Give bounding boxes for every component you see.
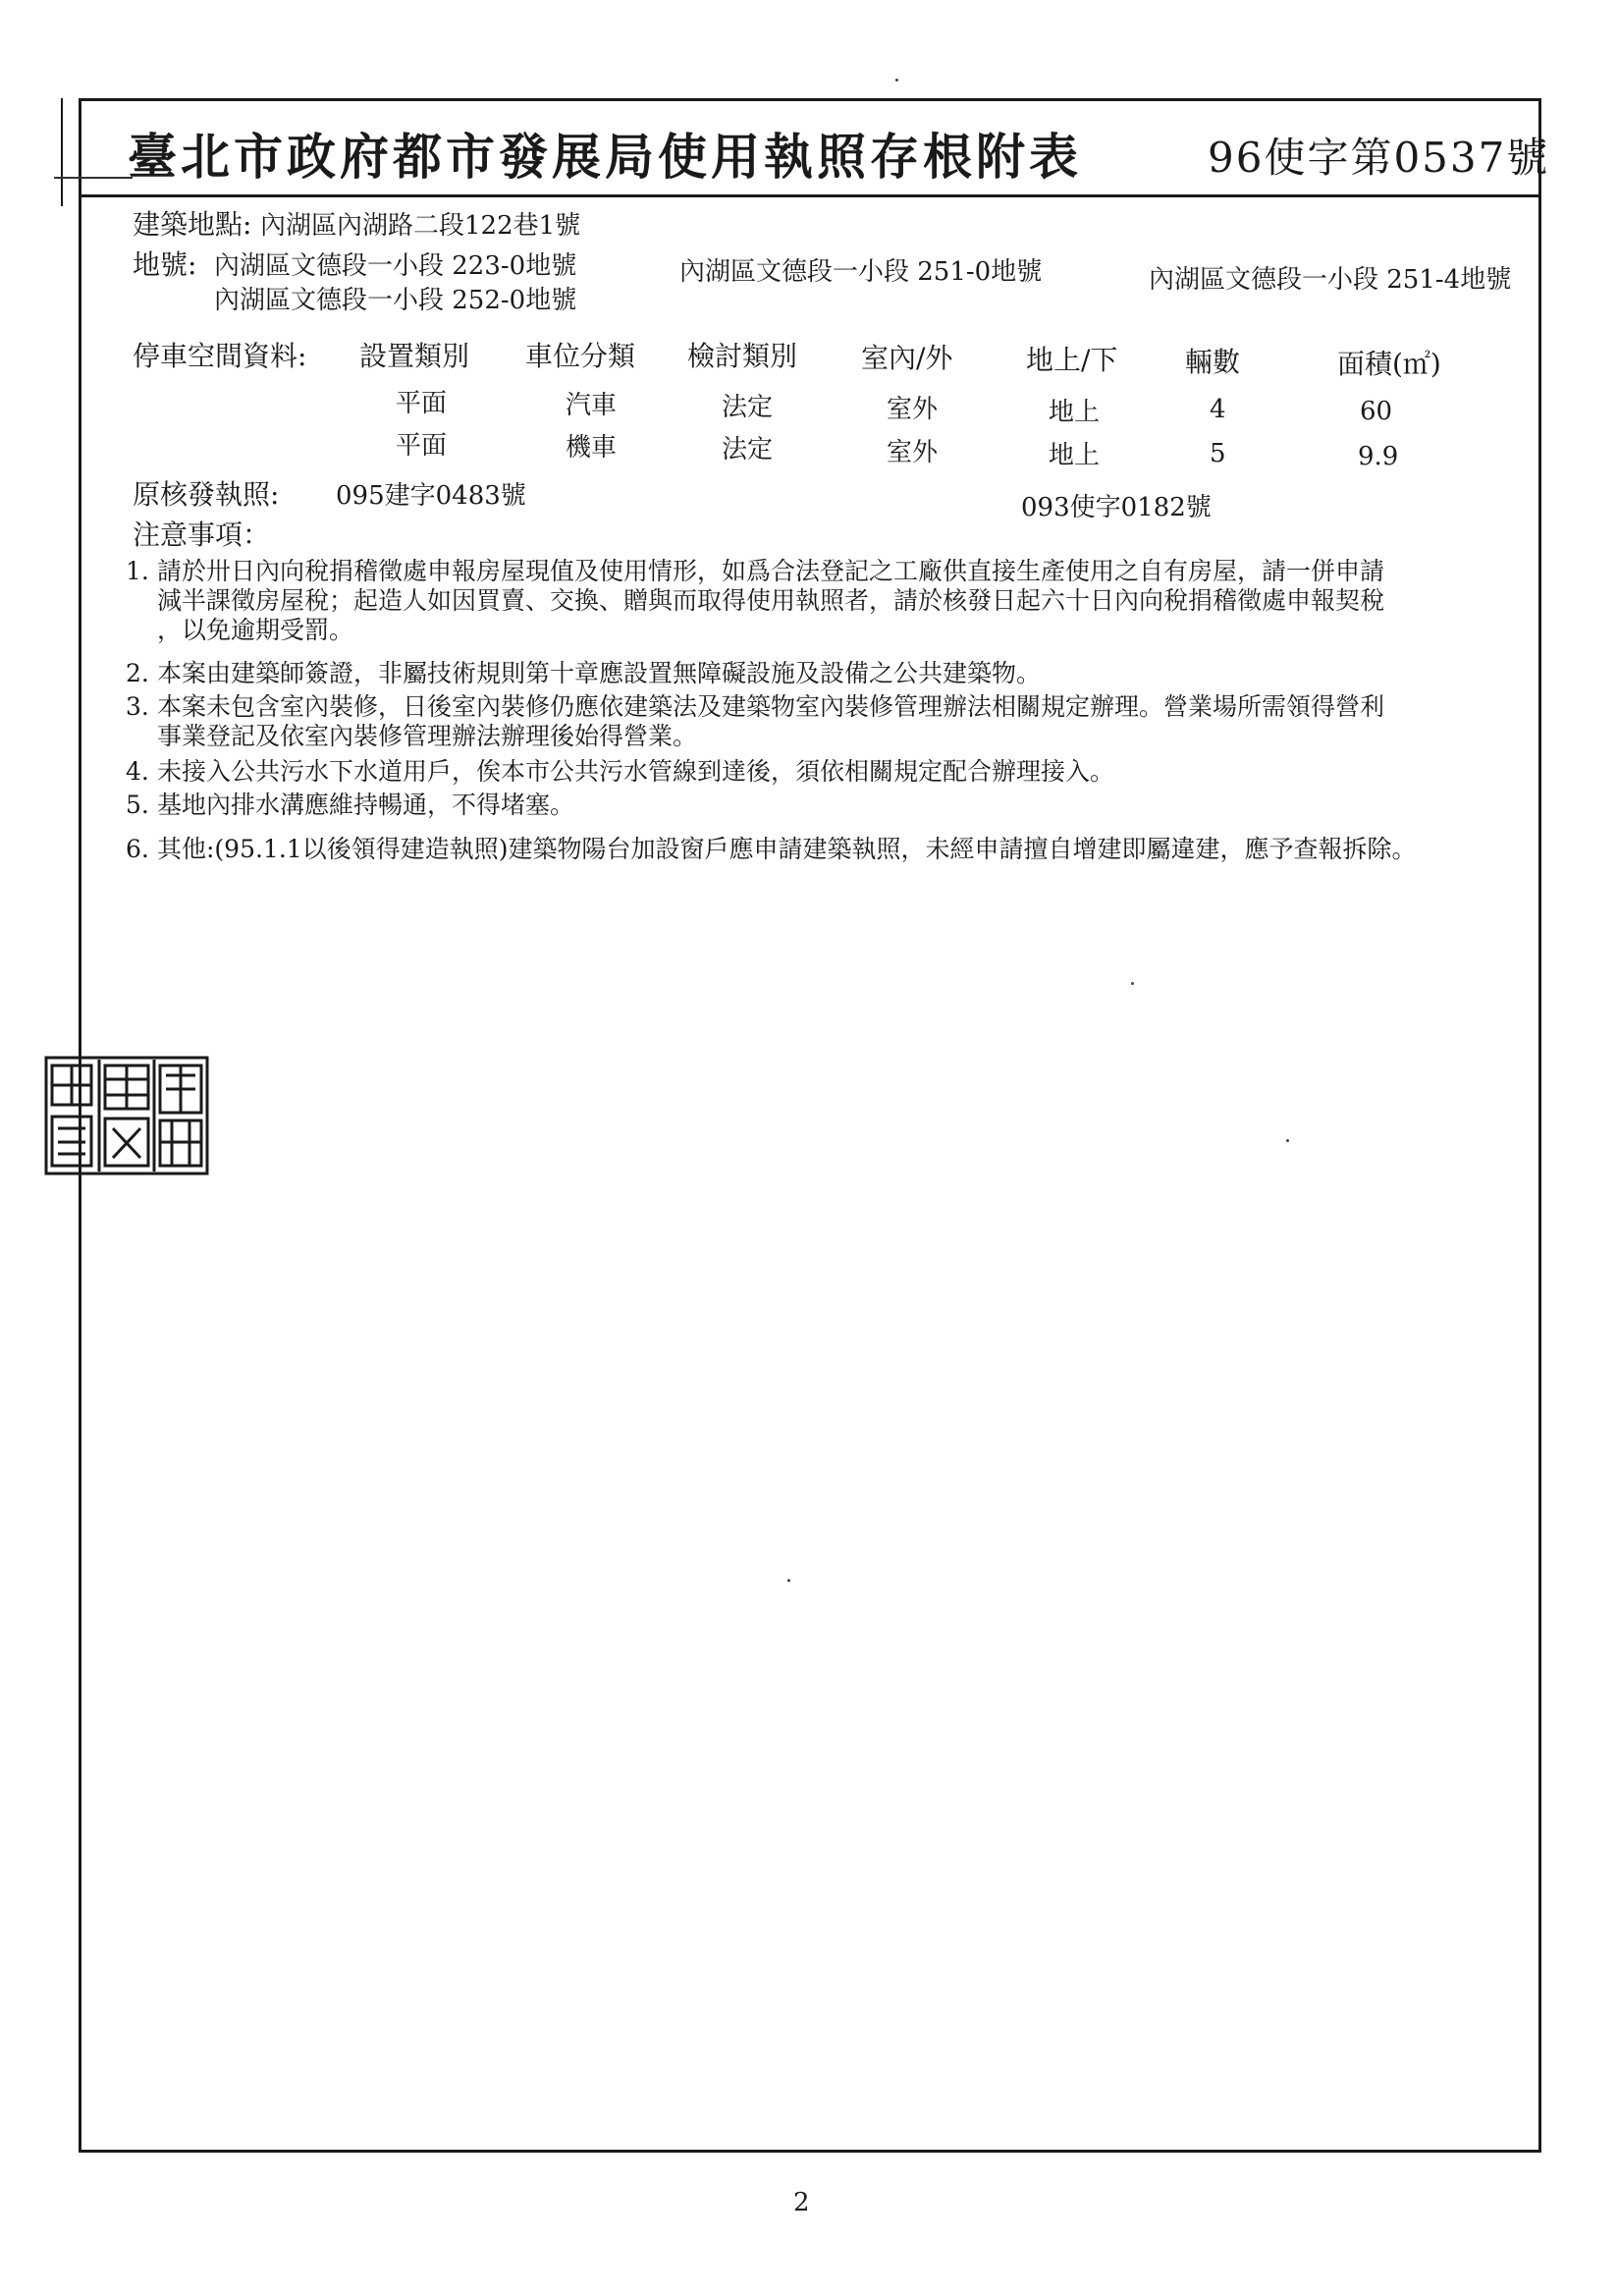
scan-speck bbox=[895, 79, 898, 82]
parking-cell: 地上 bbox=[1049, 398, 1101, 427]
parking-header: 室內/外 bbox=[861, 342, 953, 374]
note-number: 4. bbox=[126, 757, 149, 786]
land-lot: 內湖區文德段一小段 251-0地號 bbox=[679, 257, 1043, 287]
parking-header: 設置類別 bbox=[359, 340, 470, 372]
note-item bbox=[126, 557, 1546, 645]
parking-cell: 9.9 bbox=[1358, 442, 1399, 471]
site-label: 建築地點: bbox=[133, 208, 252, 241]
title-divider bbox=[79, 194, 1541, 197]
parking-cell: 室外 bbox=[887, 395, 939, 424]
note-item bbox=[126, 791, 1546, 820]
margin-mark bbox=[61, 98, 63, 206]
note-number: 1. bbox=[126, 557, 149, 585]
scan-speck bbox=[787, 1579, 790, 1582]
scan-speck bbox=[1131, 982, 1134, 985]
land-lot: 內湖區文德段一小段 251-4地號 bbox=[1149, 265, 1512, 295]
parking-cell: 60 bbox=[1360, 397, 1393, 426]
parking-cell: 平面 bbox=[396, 389, 448, 418]
parking-cell: 法定 bbox=[722, 393, 774, 422]
note-line: 請於卅日內向稅捐稽徵處申報房屋現值及使用情形，如爲合法登記之工廠供直接生產使用之自有房屋，請一併申請 bbox=[157, 557, 1385, 585]
parking-header: 輛數 bbox=[1185, 346, 1241, 378]
site-address: 內湖區內湖路二段122巷1號 bbox=[260, 211, 581, 241]
note-item bbox=[126, 659, 1546, 688]
use-permit-number: 093使字0182號 bbox=[1021, 493, 1212, 522]
land-lot: 內湖區文德段一小段 223-0地號 bbox=[214, 251, 577, 281]
parking-cell: 室外 bbox=[887, 438, 939, 467]
note-line: 本案未包含室內裝修，日後室內裝修仍應依建築法及建築物室內裝修管理辦法相關規定辦理。營業場所需領得營利 bbox=[157, 692, 1385, 721]
parking-header: 檢討類別 bbox=[687, 340, 798, 372]
parking-cell: 4 bbox=[1210, 395, 1226, 424]
page-number: 2 bbox=[793, 2188, 810, 2217]
note-number: 3. bbox=[126, 692, 149, 721]
note-line: ，以免逾期受罰。 bbox=[157, 616, 354, 644]
land-lot: 內湖區文德段一小段 252-0地號 bbox=[214, 286, 577, 315]
fold-mark bbox=[54, 177, 133, 179]
note-line: 事業登記及依室內裝修管理辦法辦理後始得營業。 bbox=[157, 722, 698, 750]
permit-number: 96使字第0537號 bbox=[1208, 134, 1550, 182]
parking-cell: 機車 bbox=[566, 433, 618, 463]
parking-cell: 法定 bbox=[722, 435, 774, 465]
note-item bbox=[126, 835, 1546, 864]
building-permit-number: 095建字0483號 bbox=[336, 481, 526, 511]
note-line: 基地內排水溝應維持暢通，不得堵塞。 bbox=[157, 791, 575, 819]
note-item bbox=[126, 757, 1546, 787]
land-label: 地號: bbox=[133, 248, 197, 281]
parking-label: 停車空間資料: bbox=[133, 340, 307, 372]
parking-header: 車位分類 bbox=[525, 340, 636, 372]
official-seal bbox=[44, 1056, 209, 1175]
scan-speck bbox=[1286, 1139, 1289, 1142]
note-number: 5. bbox=[126, 791, 149, 819]
note-number: 6. bbox=[126, 835, 149, 863]
note-line: 減半課徵房屋稅；起造人如因買賣、交換、贈與而取得使用執照者，請於核發日起六十日內向稅捐稽徵處申報契稅 bbox=[157, 586, 1385, 615]
note-line: 本案由建築師簽證，非屬技術規則第十章應設置無障礙設施及設備之公共建築物。 bbox=[157, 659, 1042, 687]
parking-header: 地上/下 bbox=[1026, 344, 1118, 376]
page-title: 臺北市政府都市發展局使用執照存根附表 bbox=[128, 128, 1082, 186]
parking-cell: 地上 bbox=[1049, 441, 1101, 470]
notes-label: 注意事項： bbox=[133, 519, 271, 551]
note-number: 2. bbox=[126, 659, 149, 687]
original-license-label: 原核發執照: bbox=[133, 478, 280, 511]
parking-cell: 平面 bbox=[396, 431, 448, 461]
parking-cell: 5 bbox=[1210, 439, 1226, 468]
document-frame bbox=[79, 98, 1541, 2153]
parking-header: 面積(㎡) bbox=[1337, 348, 1441, 380]
note-item bbox=[126, 692, 1546, 751]
note-line: 未接入公共污水下水道用戶，俟本市公共污水管線到達後，須依相關規定配合辦理接入。 bbox=[157, 757, 1115, 786]
note-line: 其他:(95.1.1以後領得建造執照)建築物陽台加設窗戶應申請建築執照，未經申請擅自增建即屬違建，應予查報拆除。 bbox=[157, 835, 1417, 863]
parking-cell: 汽車 bbox=[566, 391, 618, 420]
